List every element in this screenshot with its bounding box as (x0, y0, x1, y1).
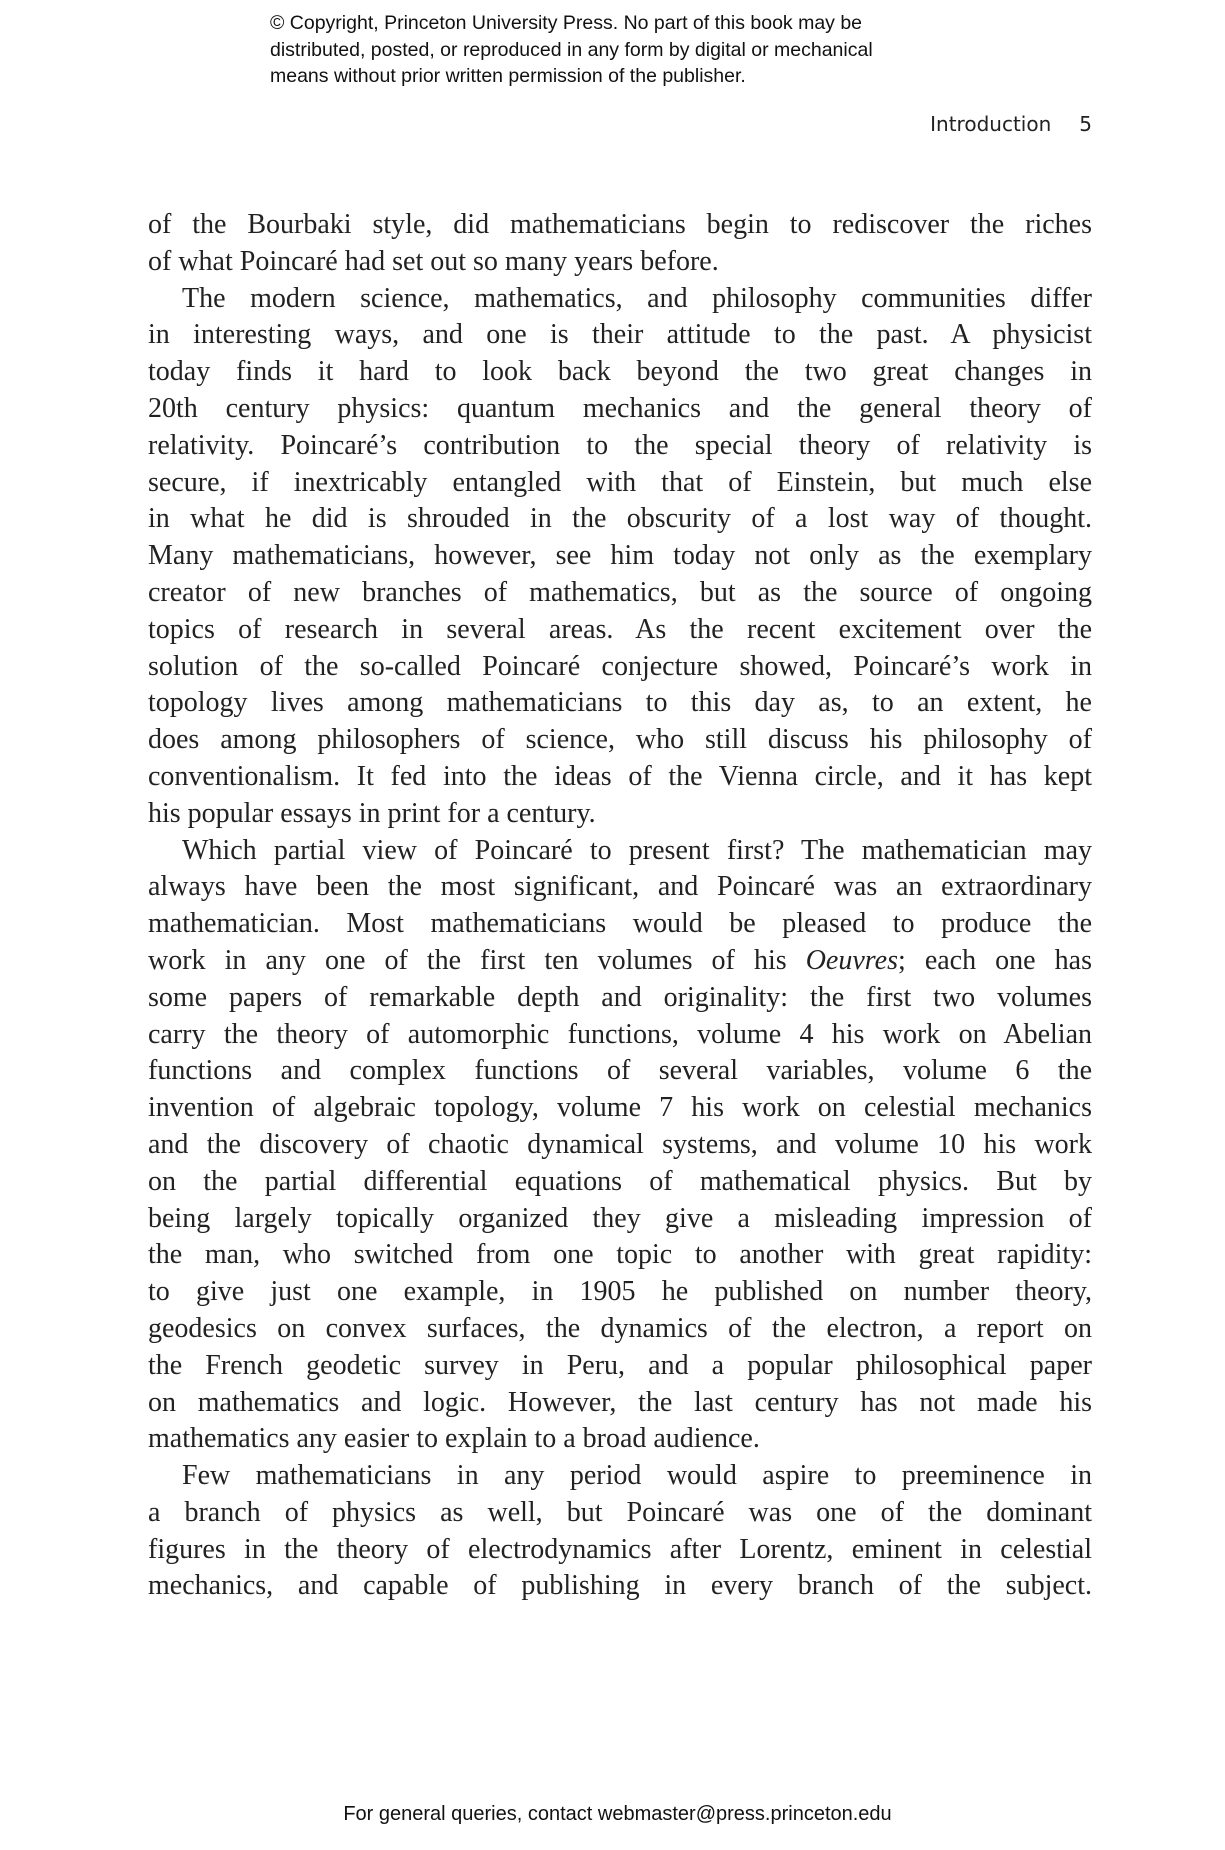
text-line: mechanics, and capable of publishing in every branch of the subject. (148, 1570, 1092, 1602)
text-line: figures in the theory of electrodynamics after Lorentz, eminent in celestial (148, 1533, 1092, 1565)
paragraph (148, 833, 1092, 1459)
text-line: creator of new branches of mathematics, but as the source of ongoing (148, 576, 1092, 608)
text-line: the man, who switched from one topic to another with great rapidity: (148, 1239, 1092, 1271)
text-line: mathematics any easier to explain to a broad audience. (148, 1423, 760, 1455)
text-line: some papers of remarkable depth and originality: the first two volumes (148, 981, 1092, 1013)
text-line: of the Bourbaki style, did mathematicians begin to rediscover the riches (148, 209, 1092, 240)
text-line: Which partial view of Poincaré to present first? The mathematician may (182, 834, 1092, 866)
copyright-line: means without prior written permission of the publisher. (270, 65, 746, 87)
text-line: carry the theory of automorphic functions, volume 4 his work on Abelian (148, 1018, 1092, 1050)
text-line: solution of the so-called Poincaré conjecture showed, Poincaré’s work in (148, 650, 1092, 682)
text-line: today finds it hard to look back beyond the two great changes in (148, 356, 1092, 388)
text-line: on mathematics and logic. However, the last century has not made his (148, 1386, 1092, 1418)
paragraph (148, 1458, 1092, 1605)
footer-contact: For general queries, contact webmaster@press.princeton.edu (343, 1803, 892, 1825)
text-line: always have been the most significant, and Poincaré was an extraordinary (148, 871, 1092, 903)
text-line: Few mathematicians in any period would aspire to preeminence in (182, 1460, 1092, 1492)
text-line: and the discovery of chaotic dynamical systems, and volume 10 his work (148, 1128, 1092, 1160)
text-line: The modern science, mathematics, and philosophy communities differ (182, 282, 1092, 314)
paragraph (148, 281, 1092, 833)
text-line (148, 943, 1092, 980)
text-line: of what Poincaré had set out so many years before. (148, 245, 719, 277)
page-number: 5 (1079, 112, 1092, 136)
text-line: relativity. Poincaré’s contribution to the special theory of relativity is (148, 429, 1092, 461)
copyright-line: distributed, posted, or reproduced in any form by digital or mechanical (270, 38, 873, 61)
body-text (148, 207, 1092, 1605)
text-line: secure, if inextricably entangled with that of Einstein, but much else (148, 466, 1092, 498)
text-line: his popular essays in print for a century. (148, 797, 596, 829)
copyright-line: © Copyright, Princeton University Press. No part of this book may be (270, 12, 863, 34)
text-line: functions and complex functions of several variables, volume 6 the (148, 1055, 1092, 1087)
text-line: conventionalism. It fed into the ideas of the Vienna circle, and it has kept (148, 760, 1092, 792)
text-line: Many mathematicians, however, see him today not only as the exemplary (148, 540, 1092, 572)
text-line: mathematician. Most mathematicians would be pleased to produce the (148, 908, 1092, 940)
italic-title: Oeuvres (805, 944, 898, 976)
text-segment: work in any one of the first ten volumes of his (148, 944, 806, 976)
paragraph (148, 207, 1092, 281)
text-segment: ; each one has (897, 944, 1092, 976)
running-head (860, 112, 1092, 136)
text-line: a branch of physics as well, but Poincaré was one of the dominant (148, 1496, 1092, 1528)
text-line: in what he did is shrouded in the obscurity of a lost way of thought. (148, 503, 1092, 535)
text-line: topics of research in several areas. As the recent excitement over the (148, 613, 1092, 645)
text-line: the French geodetic survey in Peru, and a popular philosophical paper (148, 1349, 1092, 1381)
text-line: does among philosophers of science, who still discuss his philosophy of (148, 724, 1092, 756)
text-line: being largely topically organized they give a misleading impression of (148, 1202, 1092, 1234)
text-line: 20th century physics: quantum mechanics and the general theory of (148, 392, 1092, 424)
text-line: invention of algebraic topology, volume 7 his work on celestial mechanics (148, 1092, 1092, 1124)
text-line: topology lives among mathematicians to this day as, to an extent, he (148, 687, 1092, 719)
text-line: geodesics on convex surfaces, the dynamics of the electron, a report on (148, 1312, 1092, 1344)
text-line: in interesting ways, and one is their attitude to the past. A physicist (148, 319, 1092, 351)
text-line: on the partial differential equations of mathematical physics. But by (148, 1165, 1092, 1197)
chapter-title: Introduction (930, 112, 1052, 136)
copyright-notice (270, 10, 873, 90)
text-line: to give just one example, in 1905 he published on number theory, (148, 1276, 1092, 1308)
